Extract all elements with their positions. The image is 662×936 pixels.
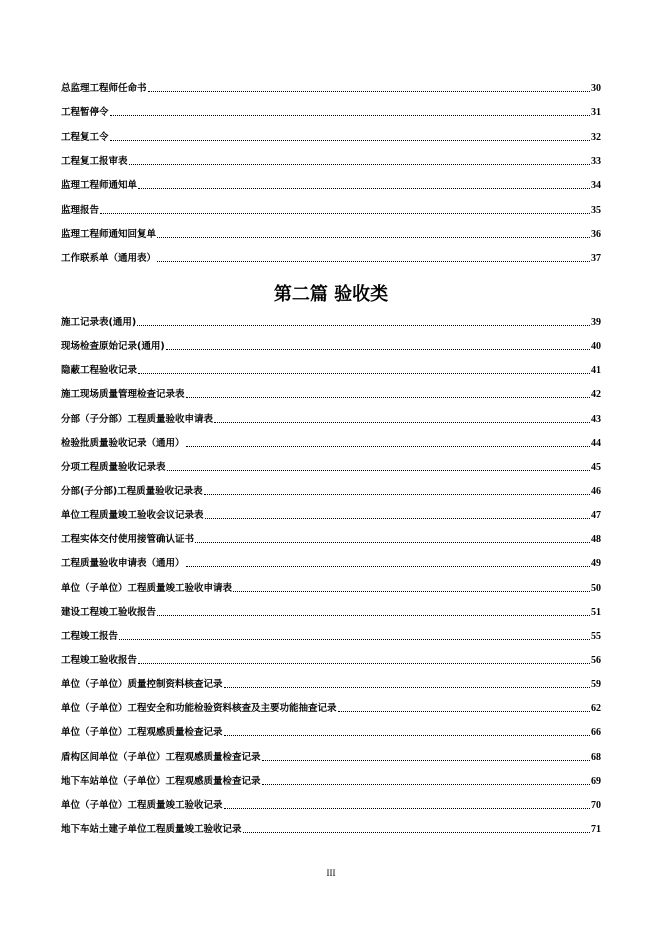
toc-entry-page: 41 <box>591 365 601 377</box>
toc-leader-dots <box>166 348 590 350</box>
toc-entry[interactable] <box>61 556 601 570</box>
page-number: III <box>326 868 336 878</box>
toc-leader-dots <box>186 565 590 567</box>
toc-entry-title: 单位（子单位）工程安全和功能检验资料核查及主要功能抽查记录 <box>61 703 337 715</box>
toc-leader-dots <box>157 614 590 616</box>
toc-entry[interactable] <box>61 653 601 667</box>
toc-leader-dots <box>338 710 590 712</box>
toc-entry[interactable] <box>61 387 601 401</box>
toc-entry[interactable] <box>61 227 601 241</box>
toc-entry[interactable] <box>61 154 601 168</box>
toc-entry-title: 分项工程质量验收记录表 <box>61 461 166 473</box>
toc-entry-title: 监理报告 <box>61 204 100 216</box>
toc-leader-dots <box>224 807 590 809</box>
toc-entry-page: 66 <box>591 727 601 739</box>
toc-entry-page: 44 <box>591 437 601 449</box>
toc-leader-dots <box>204 493 590 495</box>
toc-entry[interactable] <box>61 363 601 377</box>
toc-entry-title: 监理工程师通知回复单 <box>61 229 157 241</box>
toc-entry[interactable] <box>61 178 601 192</box>
toc-leader-dots <box>110 114 590 116</box>
toc-leader-dots <box>110 139 590 141</box>
toc-entry[interactable] <box>61 701 601 715</box>
toc-entry[interactable] <box>61 81 601 95</box>
toc-entry[interactable] <box>61 629 601 643</box>
toc-entry[interactable] <box>61 460 601 474</box>
toc-leader-dots <box>129 163 590 165</box>
toc-entry-title: 工程竣工验收报告 <box>61 654 138 666</box>
toc-entry-title: 检验批质量验收记录（通用） <box>61 437 185 449</box>
toc-entry[interactable] <box>61 339 601 353</box>
toc-leader-dots <box>167 469 590 471</box>
toc-entry-title: 总监理工程师任命书 <box>61 83 147 94</box>
toc-leader-dots <box>186 445 590 447</box>
toc-entry[interactable] <box>61 725 601 739</box>
toc-entry-page: 62 <box>591 703 601 715</box>
toc-entry[interactable] <box>61 105 601 119</box>
toc-entry-page: 50 <box>591 582 601 594</box>
toc-entry-page: 48 <box>591 534 601 546</box>
toc-leader-dots <box>224 686 590 688</box>
toc-entry-title: 工程复工报审表 <box>61 156 128 168</box>
toc-leader-dots <box>119 638 590 640</box>
toc-entry-title: 单位工程质量竣工验收会议记录表 <box>61 510 204 522</box>
toc-leader-dots <box>243 831 590 833</box>
toc-entry-title: 分部(子分部)工程质量验收记录表 <box>61 485 203 497</box>
toc-leader-dots <box>138 187 590 189</box>
toc-entry-page: 59 <box>591 679 601 691</box>
toc-entry-page: 70 <box>591 799 601 811</box>
toc-entry-title: 地下车站单位（子单位）工程观感质量检查记录 <box>61 775 261 787</box>
toc-entry-title: 工程暂停令 <box>61 107 109 119</box>
toc-entry-title: 建设工程竣工验收报告 <box>61 606 157 618</box>
toc-entry[interactable] <box>61 677 601 691</box>
toc-entry[interactable] <box>61 798 601 812</box>
toc-entry-page: 56 <box>591 654 601 666</box>
toc-entry-page: 51 <box>591 606 601 618</box>
toc-leader-dots <box>148 90 590 92</box>
toc-entry[interactable] <box>61 203 601 217</box>
toc-leader-dots <box>262 759 590 761</box>
toc-entry-page: 68 <box>591 751 601 763</box>
toc-entry-title: 单位（子单位）工程质量竣工验收记录 <box>61 799 223 811</box>
toc-entry-page: 46 <box>591 485 601 497</box>
toc-leader-dots <box>157 260 590 262</box>
toc-entry[interactable] <box>61 412 601 426</box>
toc-entry-page: 33 <box>591 156 601 168</box>
toc-entry-page: 55 <box>591 630 601 642</box>
toc-entry-title: 单位（子单位）工程观感质量检查记录 <box>61 727 223 739</box>
toc-entry-page: 31 <box>591 107 601 119</box>
toc-entry[interactable] <box>61 822 601 836</box>
toc-entry-title: 分部（子分部）工程质量验收申请表 <box>61 413 214 425</box>
toc-entry[interactable] <box>61 774 601 788</box>
toc-entry-page: 69 <box>591 775 601 787</box>
toc-entry-title: 单位（子单位）质量控制资料核查记录 <box>61 679 223 691</box>
toc-entry-page: 37 <box>591 253 601 265</box>
toc-entry-title: 工程复工令 <box>61 131 109 143</box>
toc-entry-title: 工程实体交付使用接管确认证书 <box>61 534 195 546</box>
toc-entry-page: 47 <box>591 510 601 522</box>
toc-entry-title: 工程竣工报告 <box>61 630 119 642</box>
toc-leader-dots <box>100 212 590 214</box>
toc-entry-title: 施工现场质量管理检查记录表 <box>61 389 185 401</box>
toc-entry[interactable] <box>61 484 601 498</box>
toc-entry[interactable] <box>61 581 601 595</box>
toc-entry-title: 地下车站土建子单位工程质量竣工验收记录 <box>61 823 242 835</box>
toc-entry-page: 71 <box>591 823 601 835</box>
toc-entry[interactable] <box>61 251 601 265</box>
toc-leader-dots <box>214 421 590 423</box>
toc-entry-page: 45 <box>591 461 601 473</box>
toc-entry-page: 40 <box>591 341 601 353</box>
section-heading: 第二篇 验收类 <box>273 284 389 305</box>
toc-entry-page: 30 <box>591 83 601 94</box>
toc-entry[interactable] <box>61 605 601 619</box>
toc-leader-dots <box>195 541 590 543</box>
toc-entry-title: 工作联系单（通用表） <box>61 253 157 265</box>
toc-entry-title: 施工记录表(通用) <box>61 317 137 328</box>
toc-entry-page: 43 <box>591 413 601 425</box>
toc-entry-page: 39 <box>591 317 601 328</box>
toc-leader-dots <box>137 324 590 326</box>
toc-entry[interactable] <box>61 315 601 329</box>
toc-leader-dots <box>186 396 590 398</box>
toc-leader-dots <box>138 662 590 664</box>
toc-leader-dots <box>262 783 590 785</box>
toc-leader-dots <box>157 236 590 238</box>
toc-leader-dots <box>233 590 590 592</box>
toc-entry-title: 单位（子单位）工程质量竣工验收申请表 <box>61 582 233 594</box>
toc-leader-dots <box>224 734 590 736</box>
toc-entry-title: 现场检查原始记录(通用) <box>61 341 165 353</box>
toc-entry-title: 隐蔽工程验收记录 <box>61 365 138 377</box>
toc-entry-page: 35 <box>591 204 601 216</box>
toc-entry-page: 34 <box>591 180 601 192</box>
toc-entry[interactable] <box>61 130 601 144</box>
toc-entry-page: 42 <box>591 389 601 401</box>
toc-leader-dots <box>138 372 590 374</box>
toc-leader-dots <box>205 517 590 519</box>
toc-entry-page: 36 <box>591 229 601 241</box>
toc-entry-title: 盾构区间单位（子单位）工程观感质量检查记录 <box>61 751 261 763</box>
toc-entry-title: 工程质量验收申请表（通用） <box>61 558 185 570</box>
toc-entry[interactable] <box>61 508 601 522</box>
toc-entry-page: 49 <box>591 558 601 570</box>
toc-entry-page: 32 <box>591 131 601 143</box>
toc-entry[interactable] <box>61 532 601 546</box>
toc-entry-title: 监理工程师通知单 <box>61 180 138 192</box>
toc-entry[interactable] <box>61 750 601 764</box>
toc-entry[interactable] <box>61 436 601 450</box>
